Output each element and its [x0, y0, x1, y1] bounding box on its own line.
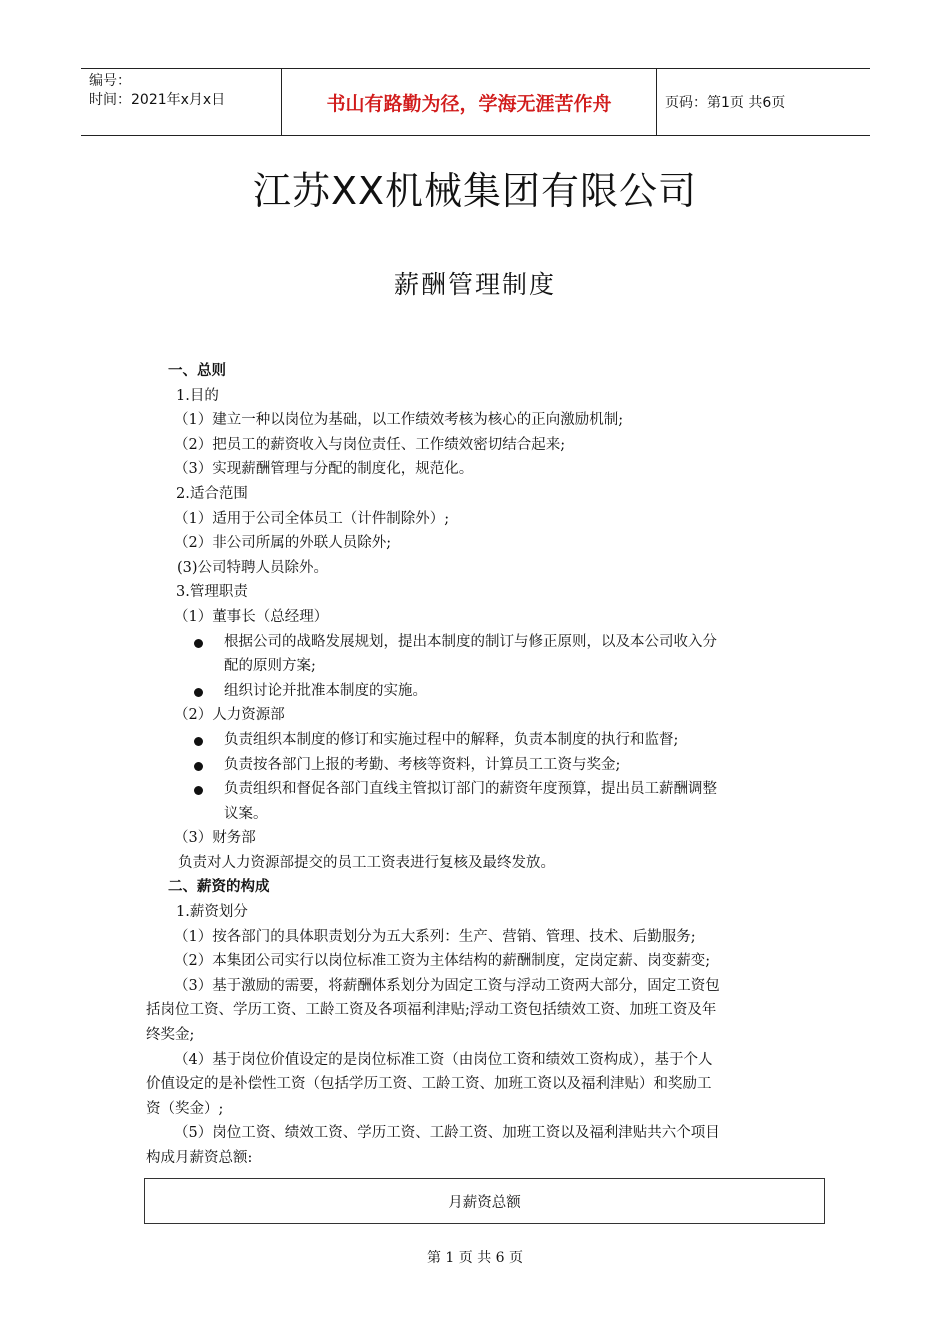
paragraph-continuation: 价值设定的是补偿性工资（包括学历工资、工龄工资、加班工资以及福利津贴）和奖励工	[146, 1076, 712, 1093]
list-item: （3）财务部	[174, 830, 256, 847]
subsection-heading: 1.目的	[176, 387, 219, 404]
section-heading: 二、薪资的构成	[168, 879, 270, 896]
company-name: 江苏XX机械集团有限公司	[252, 169, 698, 213]
paragraph-continuation: 终奖金;	[146, 1027, 195, 1044]
list-item: （2）非公司所属的外联人员除外;	[174, 535, 392, 552]
paragraph: 负责对人力资源部提交的员工工资表进行复核及最终发放。	[178, 854, 555, 871]
bullet-text: 组织讨论并批准本制度的实施。	[224, 682, 427, 699]
document-body	[146, 359, 826, 1171]
list-item: （1）按各部门的具体职责划分为五大系列：生产、营销、管理、技术、后勤服务;	[174, 928, 696, 945]
list-item: （4）基于岗位价值设定的是岗位标准工资（由岗位工资和绩效工资构成），基于个人	[174, 1051, 713, 1068]
subsection-heading: 2.适合范围	[176, 485, 248, 502]
bullet-continuation: 议案。	[224, 805, 268, 822]
document-header	[81, 68, 870, 136]
page-footer: 第 1 页 共 6 页	[426, 1250, 524, 1266]
bullet-item	[146, 728, 826, 753]
bullet-icon	[194, 762, 203, 771]
bullet-icon	[194, 737, 203, 746]
bullet-item	[146, 777, 826, 802]
bullet-item	[146, 630, 826, 655]
list-item: （2）本集团公司实行以岗位标准工资为主体结构的薪酬制度，定岗定薪、岗变薪变;	[174, 953, 711, 970]
document-date-label: 时间：2021年x月x日	[89, 92, 226, 108]
list-item: (3)公司特聘人员除外。	[177, 559, 329, 576]
bullet-text: 负责按各部门上报的考勤、考核等资料，计算员工工资与奖金;	[224, 756, 621, 773]
document-number-label: 编号：	[89, 73, 131, 89]
bullet-text: 根据公司的战略发展规划，提出本制度的制订与修正原则，以及本公司收入分	[224, 633, 717, 650]
bullet-icon	[194, 639, 203, 648]
paragraph-continuation: 资（奖金）;	[146, 1100, 224, 1117]
salary-total-box: 月薪资总额	[144, 1178, 825, 1224]
list-item: （3）基于激励的需要，将薪酬体系划分为固定工资与浮动工资两大部分，固定工资包	[174, 977, 720, 994]
bullet-text: 负责组织和督促各部门直线主管拟订部门的薪资年度预算，提出员工薪酬调整	[224, 781, 717, 798]
section-heading: 一、总则	[168, 363, 226, 379]
subsection-heading: 3.管理职责	[176, 584, 248, 601]
list-item: （1）适用于公司全体员工（计件制除外）;	[174, 510, 450, 527]
list-item: （1）董事长（总经理）	[174, 608, 329, 625]
paragraph-continuation: 构成月薪资总额:	[146, 1150, 253, 1166]
bullet-item	[146, 753, 826, 778]
list-item: （3）实现薪酬管理与分配的制度化，规范化。	[174, 461, 474, 478]
header-motto: 书山有路勤为径，学海无涯苦作舟	[282, 69, 657, 135]
bullet-icon	[194, 786, 203, 795]
bullet-text: 负责组织本制度的修订和实施过程中的解释，负责本制度的执行和监督;	[224, 731, 679, 748]
subsection-heading: 1.薪资划分	[176, 904, 248, 921]
paragraph-continuation: 括岗位工资、学历工资、工龄工资及各项福利津贴;浮动工资包括绩效工资、加班工资及年	[146, 1002, 717, 1019]
header-page-number: 页码：第1页 共6页	[665, 95, 786, 111]
bullet-item	[146, 679, 826, 704]
bullet-continuation: 配的原则方案;	[224, 658, 316, 675]
list-item: （1）建立一种以岗位为基础，以工作绩效考核为核心的正向激励机制;	[174, 412, 624, 429]
list-item: （2）把员工的薪资收入与岗位责任、工作绩效密切结合起来;	[174, 436, 566, 453]
list-item: （2）人力资源部	[174, 707, 285, 724]
document-title: 薪酬管理制度	[393, 270, 556, 299]
list-item: （5）岗位工资、绩效工资、学历工资、工龄工资、加班工资以及福利津贴共六个项目	[174, 1125, 720, 1142]
bullet-icon	[194, 688, 203, 697]
header-meta	[81, 69, 282, 135]
